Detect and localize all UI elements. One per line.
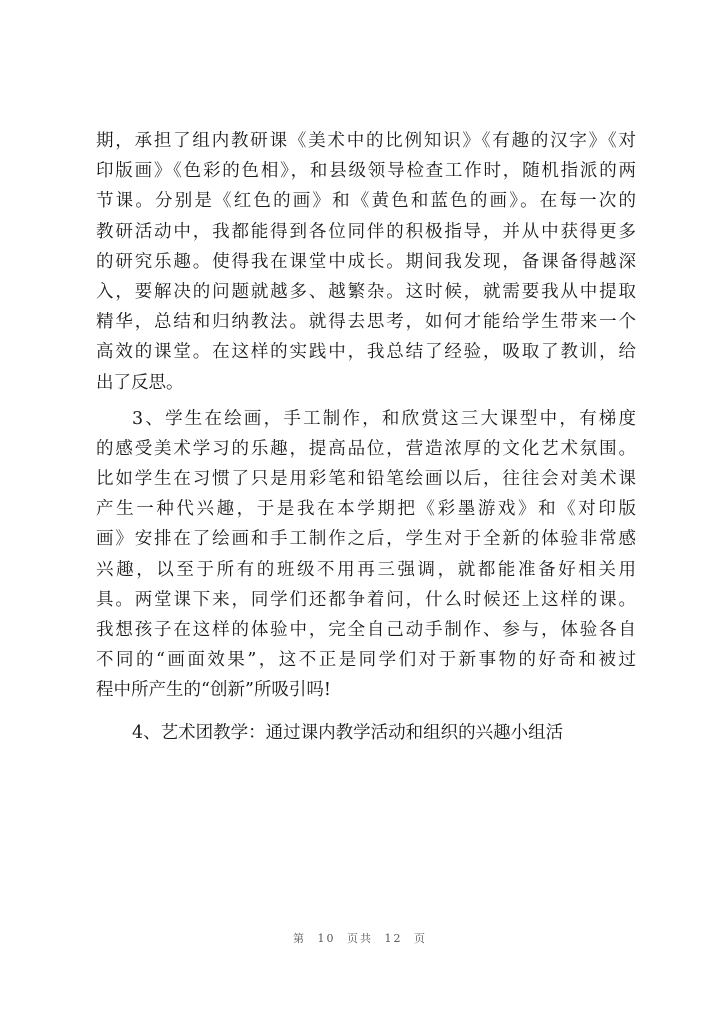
text-line: 的感受美术学习的乐趣，提高品位，营造浓厚的文化艺术氛围。 (96, 438, 636, 459)
text-line: 兴趣，以至于所有的班级不用再三强调，就都能准备好相关用 (96, 559, 636, 580)
text-line: 我想孩子在这样的体验中，完全自己动手制作、参与，体验各自 (96, 620, 636, 640)
footer-prefix: 第 (293, 932, 306, 945)
footer-suffix: 页 (414, 932, 427, 945)
text-line: 节课。分别是《红色的画》和《黄色和蓝色的画》。在每一次的 (96, 191, 636, 212)
text-line: 具。两堂课下来，同学们还都争着问，什么时候还上这样的课。 (96, 589, 636, 610)
text-line: 产生一种代兴趣，于是我在本学期把《彩墨游戏》和《对印版 (96, 499, 636, 520)
text-line: 不同的“画面效果”，这不正是同学们对于新事物的好奇和被过 (96, 650, 636, 671)
text-line: 高效的课堂。在这样的实践中，我总结了经验，吸取了教训，给 (96, 342, 636, 363)
page-footer (0, 930, 720, 946)
text-line: 程中所产生的“创新”所吸引吗! (96, 680, 331, 701)
paragraph-4-first-line: 4、艺术团教学：通过课内教学活动和组织的兴趣小组活 (132, 722, 564, 743)
text-line: 比如学生在习惯了只是用彩笔和铅笔绘画以后，往往会对美术课 (96, 469, 636, 490)
text-line: 入，要解决的问题就越多、越繁杂。这时候，就需要我从中提取 (96, 281, 636, 302)
text-line: 画》安排在了绘画和手工制作之后，学生对于全新的体验非常感 (96, 529, 636, 550)
paragraph-3-first-line: 3、学生在绘画，手工制作，和欣赏这三大课型中，有梯度 (132, 408, 636, 429)
text-line: 印版画》《色彩的色相》，和县级领导检查工作时，随机指派的两 (96, 161, 636, 182)
body-text (96, 126, 636, 748)
text-line: 教研活动中，我都能得到各位同伴的积极指导，并从中获得更多 (96, 221, 636, 242)
text-line: 的研究乐趣。使得我在课堂中成长。期间我发现，备课备得越深 (96, 251, 636, 272)
total-pages-number: 12 (384, 932, 403, 945)
text-line: 期，承担了组内教研课《美术中的比例知识》《有趣的汉字》《对 (96, 131, 636, 151)
text-line: 出了反思。 (96, 372, 184, 393)
current-page-number: 10 (317, 932, 336, 945)
footer-middle: 页共 (347, 932, 373, 945)
text-line: 精华，总结和归纳教法。就得去思考，如何才能给学生带来一个 (96, 312, 636, 333)
